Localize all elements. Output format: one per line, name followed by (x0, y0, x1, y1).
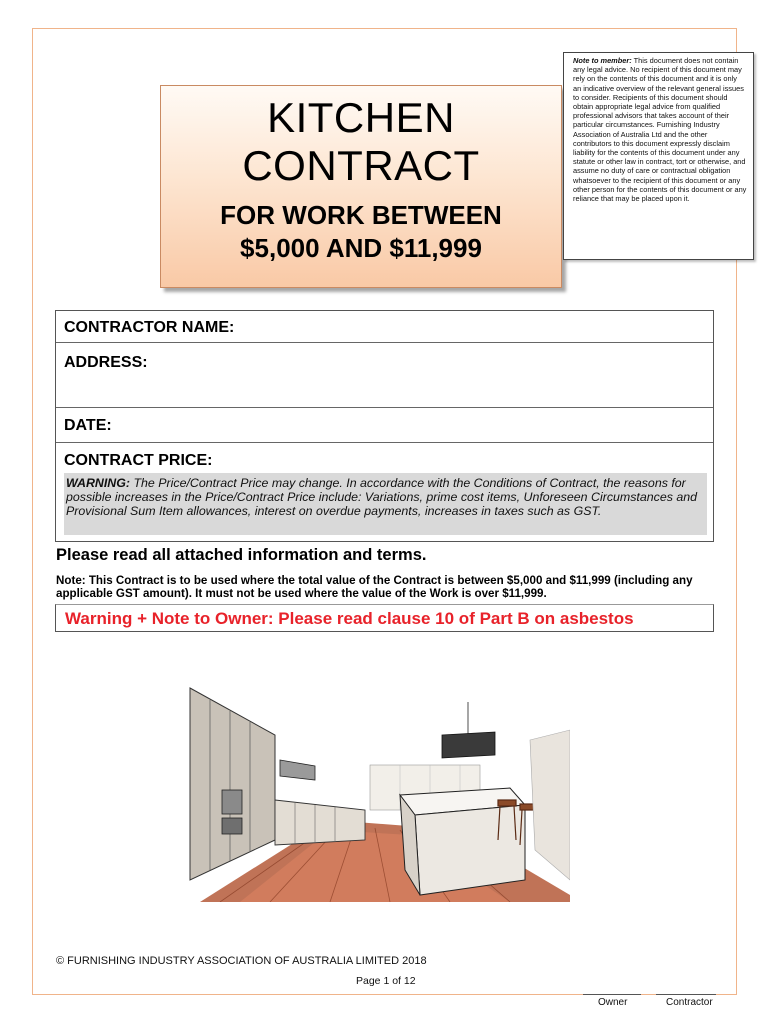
price-warning-lead: WARNING: (66, 476, 131, 490)
read-all-heading: Please read all attached information and terms. (56, 546, 427, 564)
title-kitchen: KITCHEN (267, 94, 455, 141)
asbestos-warning: Warning + Note to Owner: Please read clause 10 of Part B on asbestos (55, 604, 714, 632)
contract-price-label: CONTRACT PRICE: (64, 452, 213, 469)
contractor-label: Contractor (666, 997, 713, 1008)
page-number: Page 1 of 12 (356, 975, 416, 987)
copyright-notice: © FURNISHING INDUSTRY ASSOCIATION OF AUSTRALIA LIMITED 2018 (56, 955, 427, 967)
subtitle-amount-range: $5,000 AND $11,999 (240, 233, 482, 263)
contractor-name-label: CONTRACTOR NAME: (64, 319, 235, 336)
contractor-initial-line[interactable] (656, 994, 716, 995)
contractor-name-row[interactable] (56, 311, 713, 343)
contract-usage-note: Note: This Contract is to be used where the total value of the Contract is between $5,000 and $11,999 (including any applicable GST amount). It must not be used where the value of the Work is over $11,999. (56, 574, 693, 600)
contract-details-box (55, 310, 714, 542)
title-box (160, 85, 562, 288)
note-to-member (563, 52, 754, 260)
date-label: DATE: (64, 417, 112, 434)
address-label: ADDRESS: (64, 354, 148, 371)
note-to-member-body: This document does not contain any legal advice. No recipient of this document may rely on the contents of this document and it is only an indicative overview of the relevant general issues to consider. Recipients of this document should obtain appropriate legal advice from qualified professional advisors that takes account of their particular circumstances. Furnishing Industry Association of Australia Ltd and the other contributors to this document expressly disclaim liability for the contents of this document under any statute or other law in contract, tort or otherwise, and assume no duty of care or contractual obligation whatsoever to the recipient of this document or any other person for the contents of this document or any reliance that may be placed upon it. (573, 56, 747, 204)
kitchen-sketch-image (180, 680, 570, 902)
subtitle-work-between: FOR WORK BETWEEN (220, 200, 502, 230)
date-row[interactable] (56, 408, 713, 443)
title-contract: CONTRACT (242, 142, 480, 189)
owner-label: Owner (598, 997, 628, 1008)
price-warning-panel (64, 473, 707, 535)
price-warning-body: The Price/Contract Price may change. In accordance with the Conditions of Contract, the reasons for possible increases in the Price/Contract Price include: Variations, prime cost items, Unforeseen Circumstances and Provisional Sum Item allowances, interest on overdue payments, increases in taxes such as GST. (66, 476, 698, 518)
owner-initial-line[interactable] (583, 994, 641, 995)
note-to-member-lead: Note to member: (573, 56, 632, 65)
address-row[interactable] (56, 343, 713, 408)
